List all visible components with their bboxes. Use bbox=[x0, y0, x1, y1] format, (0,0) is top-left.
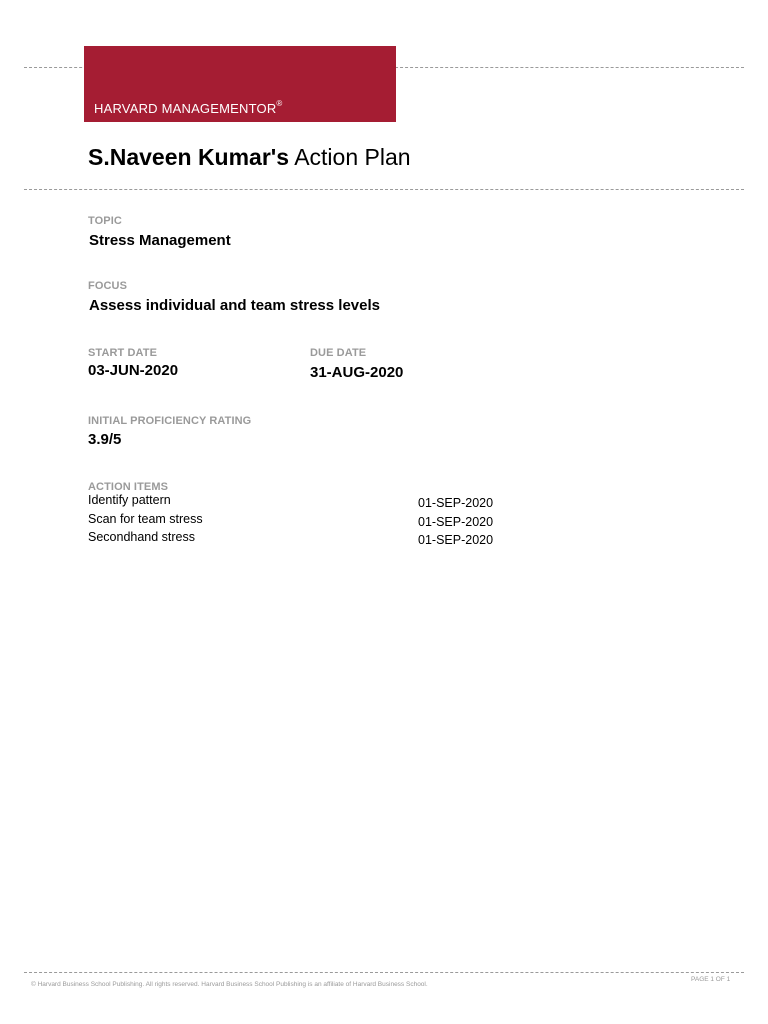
page-indicator: PAGE 1 OF 1 bbox=[691, 976, 731, 983]
action-item-date: 01-SEP-2020 bbox=[418, 514, 494, 529]
action-item-name: Identify pattern bbox=[88, 493, 171, 507]
brand-name: HARVARD MANAGEMENTOR bbox=[94, 101, 277, 116]
proficiency-label: INITIAL PROFICIENCY RATING bbox=[88, 415, 252, 427]
due-date-value: 31-AUG-2020 bbox=[310, 364, 404, 381]
due-date-label: DUE DATE bbox=[310, 347, 367, 359]
topic-label: TOPIC bbox=[88, 215, 122, 227]
brand-banner bbox=[84, 46, 396, 122]
action-item-name: Scan for team stress bbox=[88, 511, 203, 526]
footer-copyright: © Harvard Business School Publishing. All rights reserved. Harvard Business School Publishing is an affiliate of Harvard Business School. bbox=[31, 981, 428, 988]
start-date-label: START DATE bbox=[88, 347, 158, 359]
action-item bbox=[88, 512, 508, 531]
action-items-list bbox=[88, 493, 508, 549]
action-item-date: 01-SEP-2020 bbox=[418, 533, 494, 548]
footer-divider bbox=[24, 972, 744, 973]
brand-logo bbox=[94, 101, 283, 116]
action-items-label: ACTION ITEMS bbox=[88, 481, 169, 493]
focus-label: FOCUS bbox=[88, 280, 127, 292]
action-item-date: 01-SEP-2020 bbox=[418, 496, 494, 510]
topic-value: Stress Management bbox=[89, 232, 231, 249]
registered-mark: ® bbox=[276, 99, 283, 108]
action-item bbox=[88, 530, 508, 549]
action-item-name: Secondhand stress bbox=[88, 530, 196, 545]
page-title bbox=[88, 144, 411, 171]
header-divider bbox=[24, 189, 744, 190]
start-date-value: 03-JUN-2020 bbox=[88, 362, 179, 379]
focus-value: Assess individual and team stress levels bbox=[89, 297, 380, 314]
plan-owner: S.Naveen Kumar's bbox=[88, 144, 290, 170]
proficiency-value: 3.9/5 bbox=[88, 431, 122, 448]
action-item bbox=[88, 493, 508, 512]
plan-title-suffix: Action Plan bbox=[294, 144, 411, 170]
